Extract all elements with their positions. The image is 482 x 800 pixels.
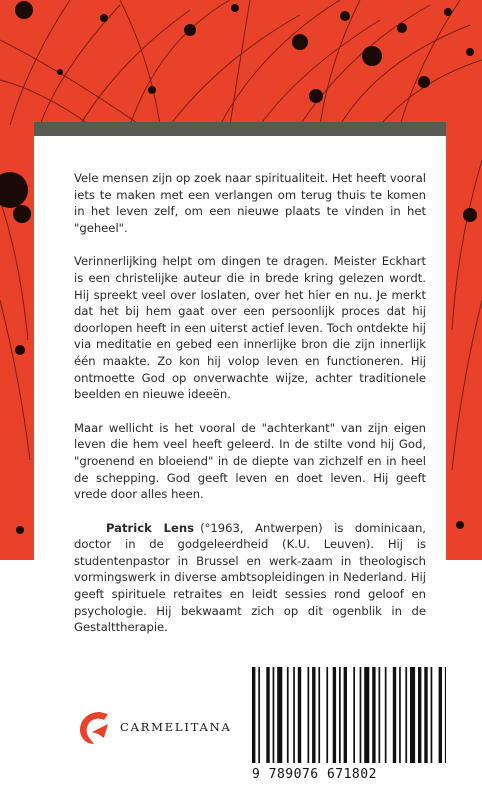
author-bio xyxy=(74,520,426,636)
intro-paragraph-1: Vele mensen zijn op zoek naar spiritualiteit. Het heeft vooral iets te maken met een verlangen om terug thuis te komen in het leven zelf, om een nieuwe plaats te vinden in het "geheel". xyxy=(74,171,426,235)
back-cover-text xyxy=(74,170,426,653)
publisher-logo xyxy=(74,708,254,748)
publisher-name: CARMELITANA xyxy=(120,720,232,734)
carmelitana-logo-icon xyxy=(74,708,114,748)
intro-paragraph-2: Verinnerlijking helpt om dingen te dragen. Meister Eckhart is een christelijke auteur die in brede kring gelezen wordt. Hij spreekt veel over loslaten, over het hier en nu. Je merkt dat het bij hem gaat over een persoonlijk proces dat hij doorlopen heeft in een uiterst actief leven. Toch ontdekte hij via meditatie en gebed een innerlijke bron die zijn innerlijk één maakte. Zo kon hij volop leven en functioneren. Hij ontmoette God op onverwachte wijze, achter traditionele beelden en nieuwe ideeën. xyxy=(74,254,426,402)
barcode-digits: 9 789076 671802 xyxy=(252,767,377,782)
author-bio-text: (°1963, Antwerpen) is dominicaan, doctor in de godgeleerdheid (K.U. Leuven). Hij is studentenpastor in Brussel en werk-zaam in theologisch vormingswerk in diverse ambtsopleidingen in Nederland. Hij geeft spirituele retraites en leidt sessies rond geloof en psychologie. Hij bekwaamt zich op dit ogenblik in de Gestalttherapie. xyxy=(74,520,426,635)
intro-paragraph-3: Maar wellicht is het vooral de "achterkant" van zijn eigen leven die hem veel heeft geleerd. In de stilte vond hij God, "groenend en bloeiend" in de diepte van zichzelf en in heel de schepping. God geeft leven en doet leven. Hij geeft vrede door alles heen. xyxy=(74,420,426,502)
author-name: Patrick Lens xyxy=(106,520,195,535)
gray-header-bar xyxy=(34,122,446,136)
barcode xyxy=(246,661,446,771)
